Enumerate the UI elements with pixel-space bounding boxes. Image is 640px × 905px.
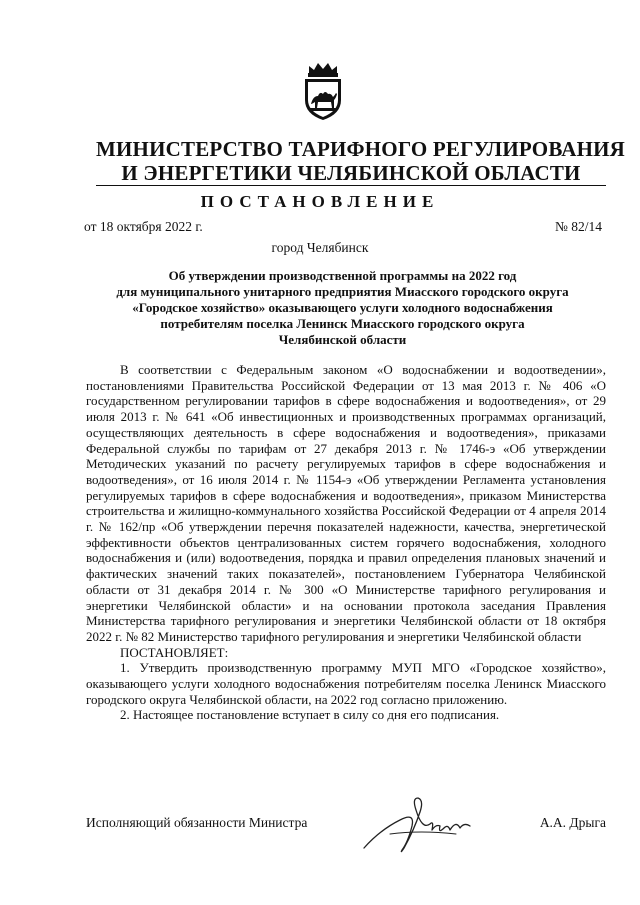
document-body xyxy=(86,362,606,723)
coat-of-arms-icon xyxy=(298,60,348,122)
document-date: от 18 октября 2022 г. xyxy=(84,219,203,234)
title-line: Челябинской области xyxy=(278,332,407,347)
item-2-paragraph: 2. Настоящее постановление вступает в силу со дня его подписания. xyxy=(120,707,500,723)
header-rule xyxy=(96,185,606,186)
signoff-block xyxy=(86,810,606,850)
ministry-line-2: И ЭНЕРГЕТИКИ ЧЕЛЯБИНСКОЙ ОБЛАСТИ xyxy=(121,161,581,185)
title-line: для муниципального унитарного предприятия Миасского городского округа xyxy=(116,284,569,299)
document-title xyxy=(70,268,615,348)
document-city: город Челябинск xyxy=(271,240,369,255)
title-line: потребителям поселка Ленинск Миасского городского округа xyxy=(160,316,525,331)
document-type: ПОСТАНОВЛЕНИЕ xyxy=(200,192,440,211)
signatory-position: Исполняющий обязанности Министра xyxy=(86,815,308,830)
document-number: № 82/14 xyxy=(554,219,602,234)
signature-icon xyxy=(360,790,480,856)
decree-word: ПОСТАНОВЛЯЕТ: xyxy=(120,644,229,660)
ministry-name xyxy=(96,137,626,185)
signatory-name: А.А. Дрыга xyxy=(539,815,606,830)
item-1-paragraph: 1. Утвердить производственную программу МУП МГО «Городское хозяйство», оказывающего услуги холодного водоснабжения потребителям поселка Ленинск Миасского городского округа Челябинской области, на 2022 год согласно приложению. xyxy=(86,660,606,707)
preamble-paragraph: В соответствии с Федеральным законом «О водоснабжении и водоотведении», постановлениями Правительства Российской Федерации от 13 мая 2013 г. № 406 «О государственном регулировании тарифов в сфере водоснабжения и водоотведения», от 29 июля 2013 г. № 641 «Об инвестиционных и производственных программах организаций, осуществляющих деятельность в сфере водоснабжения и водоотведения», приказами Федеральной службы по тарифам от 27 декабря 2013 г. № 1746-э «Об утверждении Методических указаний по расчету регулируемых тарифов в сфере водоснабжения и водоотведения», от 16 июля 2014 г. № 1154-э «Об утверждении Регламента установления регулируемых тарифов в сфере водоснабжения и водоотведения», приказом Министерства строительства и жилищно-коммунального хозяйства Российской Федерации от 4 апреля 2014 г. № 162/пр «Об утверждении перечня показателей надежности, качества, энергетической эффективности объектов централизованных систем горячего водоснабжения, холодного водоснабжения и (или) водоотведения, порядка и правил определения плановых значений и фактических значений таких показателей», постановлением Губернатора Челябинской области от 31 декабря 2014 г. № 300 «О Министерстве тарифного регулирования и энергетики Челябинской области» и на основании протокола заседания Правления Министерства тарифного регулирования и энергетики Челябинской области от 18 октября 2022 г. № 82 Министерство тарифного регулирования и энергетики Челябинской области xyxy=(86,362,606,644)
title-line: Об утверждении производственной программы на 2022 год xyxy=(168,268,517,283)
title-line: «Городское хозяйство» оказывающего услуги холодного водоснабжения xyxy=(132,300,553,315)
ministry-line-1: МИНИСТЕРСТВО ТАРИФНОГО РЕГУЛИРОВАНИЯ xyxy=(96,137,626,161)
